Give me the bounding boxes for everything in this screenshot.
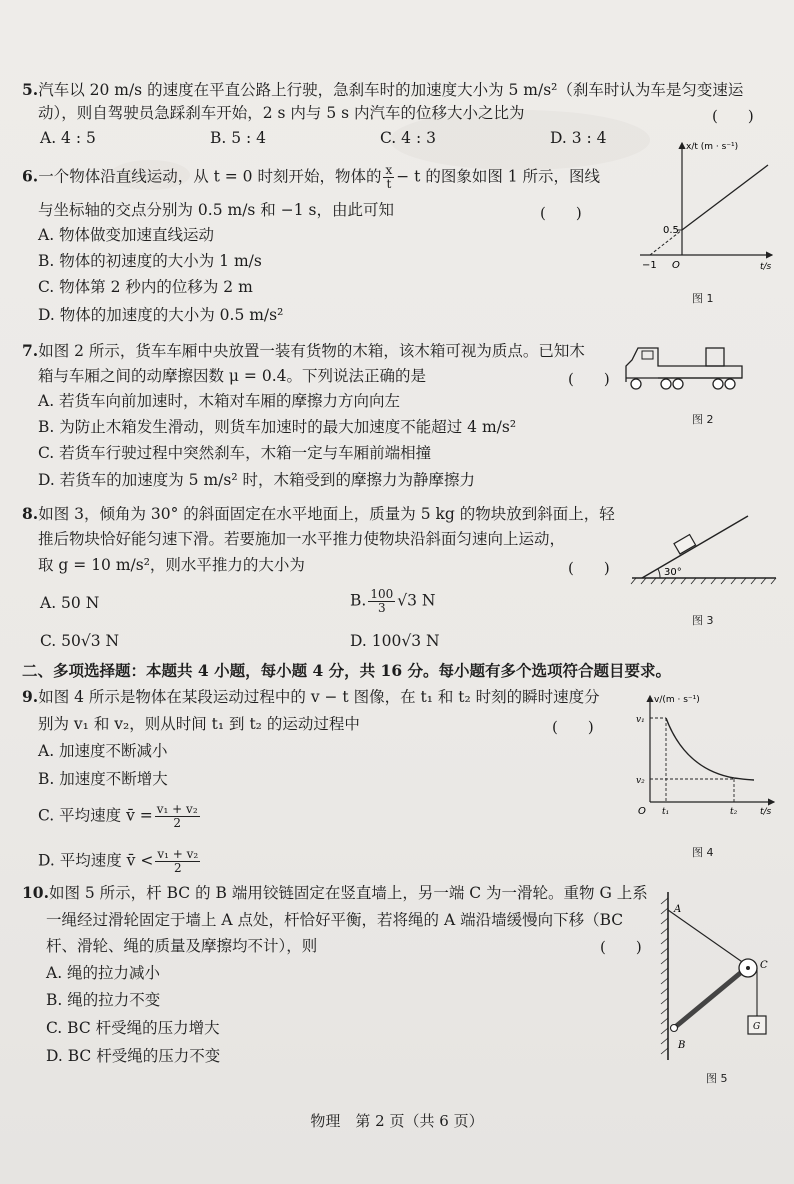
q5-option-a: A. 4 : 5 — [40, 129, 96, 147]
q9-option-d: D. 平均速度 v̄ < $\frac{\text{v₁ + v₂}}{2}$ — [38, 847, 199, 875]
q5-line1: 5.汽车以 20 m/s 的速度在平直公路上行驶，急刹车时的加速度大小为 5 m/s²（刹车时认为车是匀变速运 — [22, 80, 744, 99]
page-footer: 物理 第 2 页（共 6 页） — [310, 1112, 484, 1130]
q6-line1: 6.一个物体沿直线运动，从 t = 0 时刻开始，物体的 $\frac{x}{t}$ − t 的图象如图 1 所示，图线 — [22, 163, 601, 191]
q10-option-a: A. 绳的拉力减小 — [46, 964, 161, 982]
figure3-incline — [630, 508, 780, 588]
q8-line1: 8.如图 3，倾角为 30° 的斜面固定在水平地面上，质量为 5 kg 的物块放到斜面上，轻 — [22, 504, 615, 523]
q8-answer-paren: ( ) — [568, 559, 610, 577]
figure1-graph — [630, 135, 780, 275]
q8-option-d: D. 100√3 N — [350, 632, 440, 650]
q7-option-b: B. 为防止木箱发生滑动，则货车加速时的最大加速度不能超过 4 m/s² — [38, 418, 517, 436]
q5-number: 5. — [22, 80, 39, 99]
q8-option-b: B. $\frac{100}{3}$ √3 N — [350, 587, 436, 615]
q6-option-a: A. 物体做变加速直线运动 — [38, 226, 215, 244]
rod-bc — [674, 970, 744, 1028]
q9-option-c: C. 平均速度 v̄ = $\frac{\text{v₁ + v₂}}{2}$ — [38, 802, 198, 830]
q10-line1: 10.如图 5 所示，杆 BC 的 B 端用铰链固定在竖直墙上，另一端 C 为一滑轮。重物 G 上系 — [22, 883, 648, 902]
section-2-heading: 二、多项选择题：本题共 4 小题，每小题 4 分，共 16 分。每小题有多个选项符合题目要求。 — [22, 661, 672, 680]
figure1-caption: 图 1 — [692, 292, 714, 305]
q10-line2: 一绳经过滑轮固定于墙上 A 点处，杆恰好平衡，若将绳的 A 端沿墙缓慢向下移（BC — [46, 911, 624, 929]
rope — [668, 910, 748, 966]
figure2-caption: 图 2 — [692, 413, 714, 426]
figure4-t2: t₂ — [730, 807, 738, 817]
figure5-label-a: A — [674, 904, 682, 915]
figure4-x-label: t/s — [760, 807, 772, 817]
figure1-y-tick: 0.5 — [663, 225, 679, 236]
q9-line1: 9.如图 4 所示是物体在某段运动过程中的 v − t 图像，在 t₁ 和 t₂ 时刻的瞬时速度分 — [22, 687, 600, 706]
figure4-t1: t₁ — [662, 807, 670, 817]
figure1-y-label: x/t (m · s⁻¹) — [686, 142, 739, 152]
q6-option-d: D. 物体的加速度的大小为 0.5 m/s² — [38, 306, 284, 324]
hinge-b — [671, 1025, 678, 1032]
q10-option-d: D. BC 杆受绳的压力不变 — [46, 1047, 221, 1065]
figure5-label-g: G — [753, 1022, 761, 1032]
q5-answer-paren: ( ) — [712, 107, 754, 125]
figure2-truck — [622, 340, 746, 396]
q7-option-c: C. 若货车行驶过程中突然刹车，木箱一定与车厢前端相撞 — [38, 444, 432, 462]
block — [674, 535, 696, 554]
q5-option-b: B. 5 : 4 — [210, 129, 267, 147]
q6-answer-paren: ( ) — [540, 204, 582, 222]
figure1-x-tick: −1 — [642, 260, 657, 271]
figure4-v1: v₁ — [636, 715, 645, 725]
q9-answer-paren: ( ) — [552, 718, 594, 736]
q7-option-d: D. 若货车的加速度为 5 m/s² 时，木箱受到的摩擦力为静摩擦力 — [38, 471, 475, 489]
q10-option-b: B. 绳的拉力不变 — [46, 991, 161, 1009]
figure3-caption: 图 3 — [692, 614, 714, 627]
q8-option-a: A. 50 N — [40, 594, 100, 612]
q10-answer-paren: ( ) — [600, 938, 642, 956]
vt-curve — [666, 718, 754, 780]
q9-option-b: B. 加速度不断增大 — [38, 770, 168, 788]
q9-option-a: A. 加速度不断减小 — [38, 742, 168, 760]
q5-option-d: D. 3 : 4 — [550, 129, 607, 147]
q7-option-a: A. 若货车向前加速时，木箱对车厢的摩擦力方向向左 — [38, 392, 401, 410]
q9-line2: 别为 v₁ 和 v₂，则从时间 t₁ 到 t₂ 的运动过程中 — [38, 715, 360, 733]
q8-option-c: C. 50√3 N — [40, 632, 120, 650]
cargo-box — [706, 348, 724, 366]
figure4-v2: v₂ — [636, 776, 645, 786]
figure4-origin: O — [638, 806, 646, 817]
q6-line2: 与坐标轴的交点分别为 0.5 m/s 和 −1 s，由此可知 — [38, 201, 394, 219]
figure5-label-b: B — [678, 1040, 686, 1051]
q8-line3: 取 g = 10 m/s²，则水平推力的大小为 — [38, 556, 305, 574]
q6-option-c: C. 物体第 2 秒内的位移为 2 m — [38, 278, 253, 296]
figure5-label-c: C — [760, 960, 768, 971]
figure1-x-label: t/s — [760, 262, 772, 272]
q6-option-b: B. 物体的初速度的大小为 1 m/s — [38, 252, 262, 270]
figure1-origin: O — [672, 260, 680, 271]
q10-option-c: C. BC 杆受绳的压力增大 — [46, 1019, 220, 1037]
figure4-caption: 图 4 — [692, 846, 714, 859]
q5-line2: 动），则自驾驶员急踩刹车开始，2 s 内与 5 s 内汽车的位移大小之比为 — [38, 104, 525, 122]
q7-answer-paren: ( ) — [568, 370, 610, 388]
figure3-angle-label: 30° — [664, 567, 682, 578]
q8-line2: 推后物块恰好能匀速下滑。若要施加一水平推力使物块沿斜面匀速向上运动， — [38, 530, 566, 548]
q7-line1: 7.如图 2 所示，货车车厢中央放置一装有货物的木箱，该木箱可视为质点。已知木 — [22, 341, 585, 360]
q7-line2: 箱与车厢之间的动摩擦因数 μ = 0.4。下列说法正确的是 — [38, 367, 426, 385]
figure5-caption: 图 5 — [706, 1072, 728, 1085]
q5-option-c: C. 4 : 3 — [380, 129, 436, 147]
q10-line3: 杆、滑轮、绳的质量及摩擦均不计），则 — [46, 937, 318, 955]
figure4-vt-graph — [630, 690, 780, 825]
figure5-pulley — [656, 888, 776, 1068]
q6-fraction: $\frac{x}{t}$ — [385, 163, 393, 191]
figure4-y-label: v/(m · s⁻¹) — [654, 695, 700, 705]
